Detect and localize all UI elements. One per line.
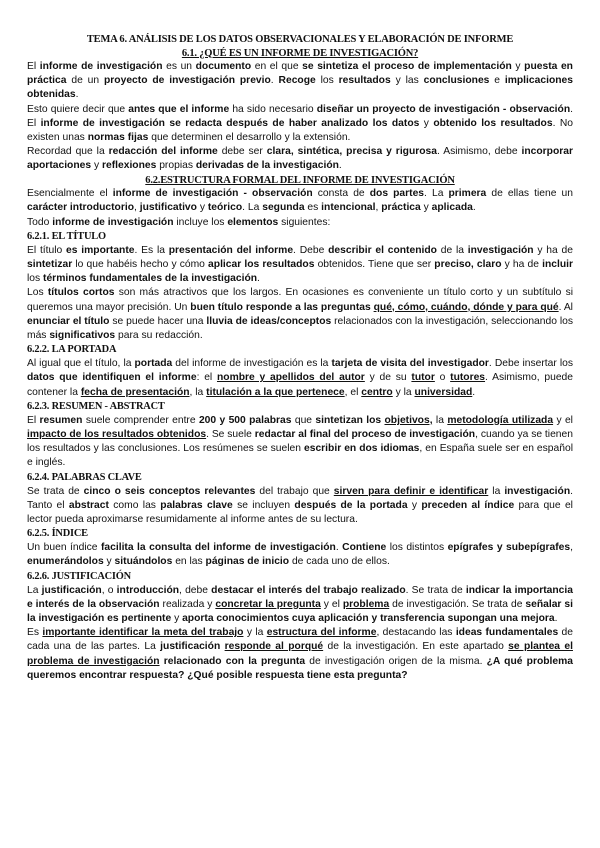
text-run: y el bbox=[553, 414, 573, 426]
section-heading: 6.2.4. PALABRAS CLAVE bbox=[27, 471, 142, 483]
text-run: titulación a la que pertenece bbox=[206, 386, 345, 398]
text-run: en el que bbox=[251, 61, 303, 72]
text-run: redacción del informe bbox=[108, 146, 218, 158]
text-run: El bbox=[27, 414, 40, 426]
text-run: resultados bbox=[338, 75, 391, 87]
text-run: y ha de bbox=[533, 244, 573, 256]
text-run: . Debe bbox=[293, 244, 329, 256]
text-run: informe de investigación se redacta después de haber analizado los datos bbox=[40, 117, 420, 129]
text-run: e bbox=[489, 75, 505, 87]
text-run: conclusiones bbox=[423, 75, 490, 87]
text-run: investigación bbox=[467, 244, 534, 256]
text-run: . Asimismo, puede contener la bbox=[27, 372, 574, 398]
body-paragraph bbox=[27, 485, 573, 528]
text-run: los bbox=[27, 273, 44, 285]
text-run: El título bbox=[27, 244, 67, 256]
text-run: qué, cómo, cuándo, dónde y para qué bbox=[373, 301, 559, 313]
text-run: y bbox=[511, 61, 525, 72]
text-run: redactar al final del proceso de investigación bbox=[254, 428, 476, 440]
text-run: páginas de inicio bbox=[205, 556, 290, 568]
text-run: y ha de bbox=[501, 258, 543, 270]
body-paragraph bbox=[27, 414, 573, 471]
text-run: tutor bbox=[411, 372, 435, 384]
text-run: , el bbox=[344, 386, 362, 398]
text-run: y bbox=[407, 499, 422, 511]
text-run: justificación bbox=[41, 584, 102, 596]
text-run: indicar la importancia e interés de la observación bbox=[27, 584, 573, 610]
section-heading: 6.2.1. EL TÍTULO bbox=[27, 230, 106, 242]
text-run: informe de investigación bbox=[39, 61, 163, 72]
text-run: y de su bbox=[364, 372, 412, 384]
text-run: dos partes bbox=[369, 188, 425, 200]
text-run: normas fijas bbox=[87, 132, 149, 144]
text-run: segunda bbox=[262, 202, 305, 214]
text-run: importante identificar la meta del trabajo bbox=[42, 627, 244, 639]
text-run: Es bbox=[27, 627, 43, 639]
text-run: puesta en práctica bbox=[27, 61, 573, 87]
text-run: . bbox=[335, 542, 343, 554]
text-run: preceden al índice bbox=[421, 499, 515, 511]
text-run: teórico bbox=[207, 202, 243, 214]
body-paragraph bbox=[27, 584, 573, 627]
text-run: práctica bbox=[381, 202, 421, 214]
text-run: . Es la bbox=[134, 244, 169, 256]
text-run: . La bbox=[242, 202, 263, 214]
text-run: incorporar aportaciones bbox=[27, 146, 573, 172]
section-heading: 6.2.5. ÍNDICE bbox=[27, 528, 88, 540]
text-run: datos que identifiquen el informe bbox=[27, 372, 197, 384]
text-run: relacionado con la pregunta bbox=[163, 655, 306, 667]
text-run: sintetizar bbox=[27, 258, 73, 270]
text-run: incluye los bbox=[173, 216, 228, 228]
section-heading: 6.2.3. RESUMEN - ABSTRACT bbox=[27, 400, 165, 412]
text-run: documento bbox=[195, 61, 252, 72]
text-run: epígrafes y subepígrafes bbox=[447, 542, 571, 554]
text-run: obtenidos. Tiene que ser bbox=[314, 258, 435, 270]
text-run: , bbox=[570, 542, 573, 554]
text-run: metodología utilizada bbox=[447, 414, 554, 426]
text-run: 200 y 500 palabras bbox=[198, 414, 292, 426]
body-paragraph bbox=[27, 626, 573, 683]
text-run: señalar si la investigación es pertinente bbox=[27, 598, 573, 624]
body-paragraph bbox=[27, 103, 573, 146]
text-run: y la bbox=[243, 627, 267, 639]
text-run: presentación del informe bbox=[168, 244, 294, 256]
text-run: enumerándolos bbox=[27, 556, 104, 568]
text-run: Se trata de bbox=[27, 485, 84, 497]
text-run: . El bbox=[27, 103, 573, 129]
text-run: reflexiones bbox=[101, 160, 157, 172]
text-run: , la bbox=[189, 386, 207, 398]
text-run: informe de investigación bbox=[52, 216, 174, 228]
text-run: justificación bbox=[160, 641, 221, 653]
text-run: destacar el interés del trabajo realizado bbox=[211, 584, 406, 596]
text-run: centro bbox=[361, 386, 393, 398]
body-paragraph bbox=[27, 216, 573, 230]
text-run: del trabajo que bbox=[255, 485, 334, 497]
body-paragraph bbox=[27, 145, 573, 173]
text-run: en las bbox=[172, 556, 206, 568]
text-run: . Tanto el bbox=[27, 485, 573, 511]
text-run: . Se trata de bbox=[405, 584, 466, 596]
text-run: debe ser bbox=[217, 146, 267, 158]
text-run: El bbox=[27, 61, 40, 72]
document-title: TEMA 6. ANÁLISIS DE LOS DATOS OBSERVACIONALES Y ELABORACIÓN DE INFORME bbox=[86, 34, 514, 45]
text-run: objetivos, bbox=[384, 414, 433, 426]
text-run: investigación bbox=[504, 485, 571, 497]
text-run: la bbox=[432, 414, 448, 426]
text-run: cinco o seis conceptos relevantes bbox=[83, 485, 256, 497]
text-run: Esto quiere decir que bbox=[27, 103, 129, 115]
text-run: intencional bbox=[321, 202, 376, 214]
text-run: , debe bbox=[179, 584, 212, 596]
text-run: y bbox=[196, 202, 208, 214]
text-run: . Debe insertar los bbox=[488, 358, 573, 370]
text-run: y bbox=[103, 556, 115, 568]
text-run: , o bbox=[101, 584, 117, 596]
body-paragraph bbox=[27, 244, 573, 287]
text-run: y el bbox=[320, 598, 343, 610]
text-run: Esencialmente el bbox=[27, 188, 113, 200]
text-run: sintetizan los bbox=[315, 414, 382, 426]
text-run: . bbox=[257, 273, 260, 285]
text-run: . bbox=[270, 75, 279, 87]
text-run: . Asimismo, debe bbox=[437, 146, 522, 158]
text-run: elementos bbox=[227, 216, 279, 228]
text-run: términos fundamentales de la investigación bbox=[43, 273, 258, 285]
text-run: informe de investigación - observación bbox=[112, 188, 313, 200]
text-run: de cada una de las partes. La bbox=[27, 627, 574, 653]
text-run: es bbox=[304, 202, 322, 214]
text-run: para su redacción. bbox=[115, 329, 203, 341]
text-run: siguientes: bbox=[278, 216, 331, 228]
text-run: de investigación origen de la misma. bbox=[305, 655, 487, 667]
body-paragraph bbox=[27, 286, 573, 343]
text-run: concretar la pregunta bbox=[215, 598, 321, 610]
text-run: que bbox=[291, 414, 316, 426]
text-run: . bbox=[554, 613, 558, 624]
text-run: del informe de investigación es la bbox=[172, 358, 332, 370]
text-run: . bbox=[472, 202, 476, 214]
text-run: primera bbox=[448, 188, 487, 200]
text-run: resumen bbox=[39, 414, 83, 426]
text-run: , bbox=[375, 202, 382, 214]
text-run: los distintos bbox=[386, 542, 448, 554]
text-run: de investigación. Se trata de bbox=[389, 598, 526, 610]
text-run: facilita la consulta del informe de investigación bbox=[100, 542, 336, 554]
text-run: suele comprender entre bbox=[82, 414, 199, 426]
text-run: : el bbox=[196, 372, 217, 384]
text-run: ha sido necesario bbox=[229, 103, 317, 115]
text-run: que determinen el desarrollo y la extensión. bbox=[148, 132, 351, 144]
text-run: para que el lector pueda aproximarse resumidamente al informe antes de su lectura. bbox=[27, 499, 573, 525]
text-run: y las bbox=[390, 75, 424, 87]
text-run: buen título responde a las preguntas bbox=[190, 301, 371, 313]
document-page bbox=[27, 33, 573, 683]
section-heading: 6.1. ¿QUÉ ES UN INFORME DE INVESTIGACIÓN? bbox=[181, 47, 419, 59]
text-run: proyecto de investigación previo bbox=[104, 75, 271, 87]
text-run: lo que habéis hecho y cómo bbox=[72, 258, 209, 270]
text-run: son más atractivos que los largos. En ocasiones es conveniente un título corto y un subtítulo si queremos una mayor precisión. Un bbox=[27, 287, 574, 313]
text-run: describir el contenido bbox=[328, 244, 437, 256]
text-run: de un bbox=[66, 75, 104, 87]
text-run: y bbox=[419, 117, 434, 129]
text-run: es un bbox=[162, 61, 196, 72]
text-run: propias bbox=[156, 160, 196, 172]
text-run: después de la portada bbox=[294, 499, 408, 511]
text-run: los bbox=[315, 75, 339, 87]
text-run: enunciar el título bbox=[27, 315, 110, 327]
text-run: realizada y bbox=[159, 598, 216, 610]
text-run: . bbox=[338, 160, 342, 172]
section-heading: 6.2.2. LA PORTADA bbox=[27, 344, 117, 356]
text-run: Al igual que el título, la bbox=[27, 358, 135, 370]
text-run: palabras clave bbox=[160, 499, 233, 511]
section-heading: 6.2.6. JUSTIFICACIÓN bbox=[27, 570, 131, 582]
text-run: abstract bbox=[68, 499, 109, 511]
text-run: estructura del informe bbox=[266, 627, 377, 639]
text-run: y bbox=[171, 613, 183, 624]
text-run: . bbox=[472, 386, 476, 398]
text-run: . Se suele bbox=[206, 428, 255, 440]
text-run: tutores bbox=[450, 372, 486, 384]
text-run: . Al bbox=[558, 301, 573, 313]
text-run: Un buen índice bbox=[27, 542, 101, 554]
text-run: Recordad que la bbox=[27, 146, 109, 158]
text-run: se sintetiza el proceso de implementación bbox=[302, 61, 512, 72]
text-run: consta de bbox=[312, 188, 370, 200]
text-run: tarjeta de visita del investigador bbox=[331, 358, 489, 370]
text-run: relacionados con la investigación, seleccionando los más bbox=[27, 315, 574, 341]
text-run: La bbox=[27, 584, 42, 596]
text-run: situándolos bbox=[114, 556, 173, 568]
text-run: . No existen unas bbox=[27, 117, 573, 144]
text-run: y bbox=[420, 202, 432, 214]
text-run: implicaciones obtenidas bbox=[27, 75, 573, 101]
text-run: títulos cortos bbox=[47, 287, 115, 299]
text-run: fecha de presentación bbox=[80, 386, 190, 398]
text-run: , destacando las bbox=[376, 627, 456, 639]
body-paragraph bbox=[27, 357, 573, 400]
text-run: nombre y apellidos del autor bbox=[216, 372, 365, 384]
text-run: Todo bbox=[27, 216, 53, 228]
body-paragraph bbox=[27, 187, 573, 215]
text-run: universidad bbox=[414, 386, 473, 398]
text-run: la bbox=[488, 485, 505, 497]
text-run: incluir bbox=[542, 258, 574, 270]
text-run: es importante bbox=[66, 244, 135, 256]
text-run: preciso, claro bbox=[434, 258, 502, 270]
text-run: , bbox=[134, 202, 140, 214]
text-run: de cada uno de ellos. bbox=[289, 556, 390, 568]
text-run: , en España suele ser en español e inglés. bbox=[27, 443, 573, 469]
text-run: carácter introductorio bbox=[27, 202, 134, 214]
text-run: problema bbox=[342, 598, 390, 610]
text-run: ¿A qué problema queremos encontrar respuesta? ¿Qué posible respuesta tiene esta pregunta? bbox=[27, 655, 574, 681]
text-run: sirven para definir e identificar bbox=[333, 485, 489, 497]
document-body bbox=[27, 47, 573, 684]
text-run: como las bbox=[108, 499, 161, 511]
text-run: o bbox=[434, 372, 451, 384]
text-run: escribir en dos idiomas bbox=[304, 443, 420, 455]
text-run: aplicar los resultados bbox=[208, 258, 315, 270]
text-run: Los bbox=[27, 287, 48, 299]
text-run: Contiene bbox=[342, 542, 387, 554]
text-run: introducción bbox=[116, 584, 180, 596]
text-run: antes que el informe bbox=[128, 103, 230, 115]
text-run: clara, sintética, precisa y rigurosa bbox=[266, 146, 438, 158]
text-run: se puede hacer una bbox=[109, 315, 207, 327]
text-run: de ellas tiene un bbox=[486, 188, 573, 200]
text-run: . bbox=[75, 89, 79, 101]
text-run: impacto de los resultados obtenidos bbox=[27, 428, 207, 440]
text-run: Recoge bbox=[278, 75, 316, 87]
section-heading: 6.2.ESTRUCTURA FORMAL DEL INFORME DE INVESTIGACIÓN bbox=[145, 174, 455, 186]
text-run: se plantea el problema de investigación bbox=[27, 641, 573, 667]
text-run: obtenido los resultados bbox=[433, 117, 553, 129]
text-run: aplicada bbox=[431, 202, 473, 214]
body-paragraph bbox=[27, 60, 573, 103]
text-run: . La bbox=[424, 188, 449, 200]
text-run: , cuando ya se tienen los resultados y las conclusiones. Los resúmenes se suelen bbox=[27, 428, 573, 455]
text-run: de la bbox=[436, 244, 468, 256]
text-run: lluvia de ideas/conceptos bbox=[206, 315, 332, 327]
text-run: aporta conocimientos cuya aplicación y transferencia supongan una mejora bbox=[182, 613, 555, 624]
text-run: significativos bbox=[49, 329, 116, 341]
text-run: derivadas de la investigación bbox=[195, 160, 339, 172]
text-run: portada bbox=[134, 358, 173, 370]
text-run: ideas fundamentales bbox=[455, 627, 559, 639]
text-run: diseñar un proyecto de investigación - observación bbox=[316, 103, 571, 115]
text-run: se incluyen bbox=[232, 499, 295, 511]
text-run: y bbox=[91, 160, 102, 172]
body-paragraph bbox=[27, 541, 573, 569]
text-run: y la bbox=[392, 386, 415, 398]
text-run: justificativo bbox=[139, 202, 197, 214]
text-run: responde al porqué bbox=[224, 641, 324, 653]
text-run: de la investigación. En este apartado bbox=[323, 641, 509, 653]
